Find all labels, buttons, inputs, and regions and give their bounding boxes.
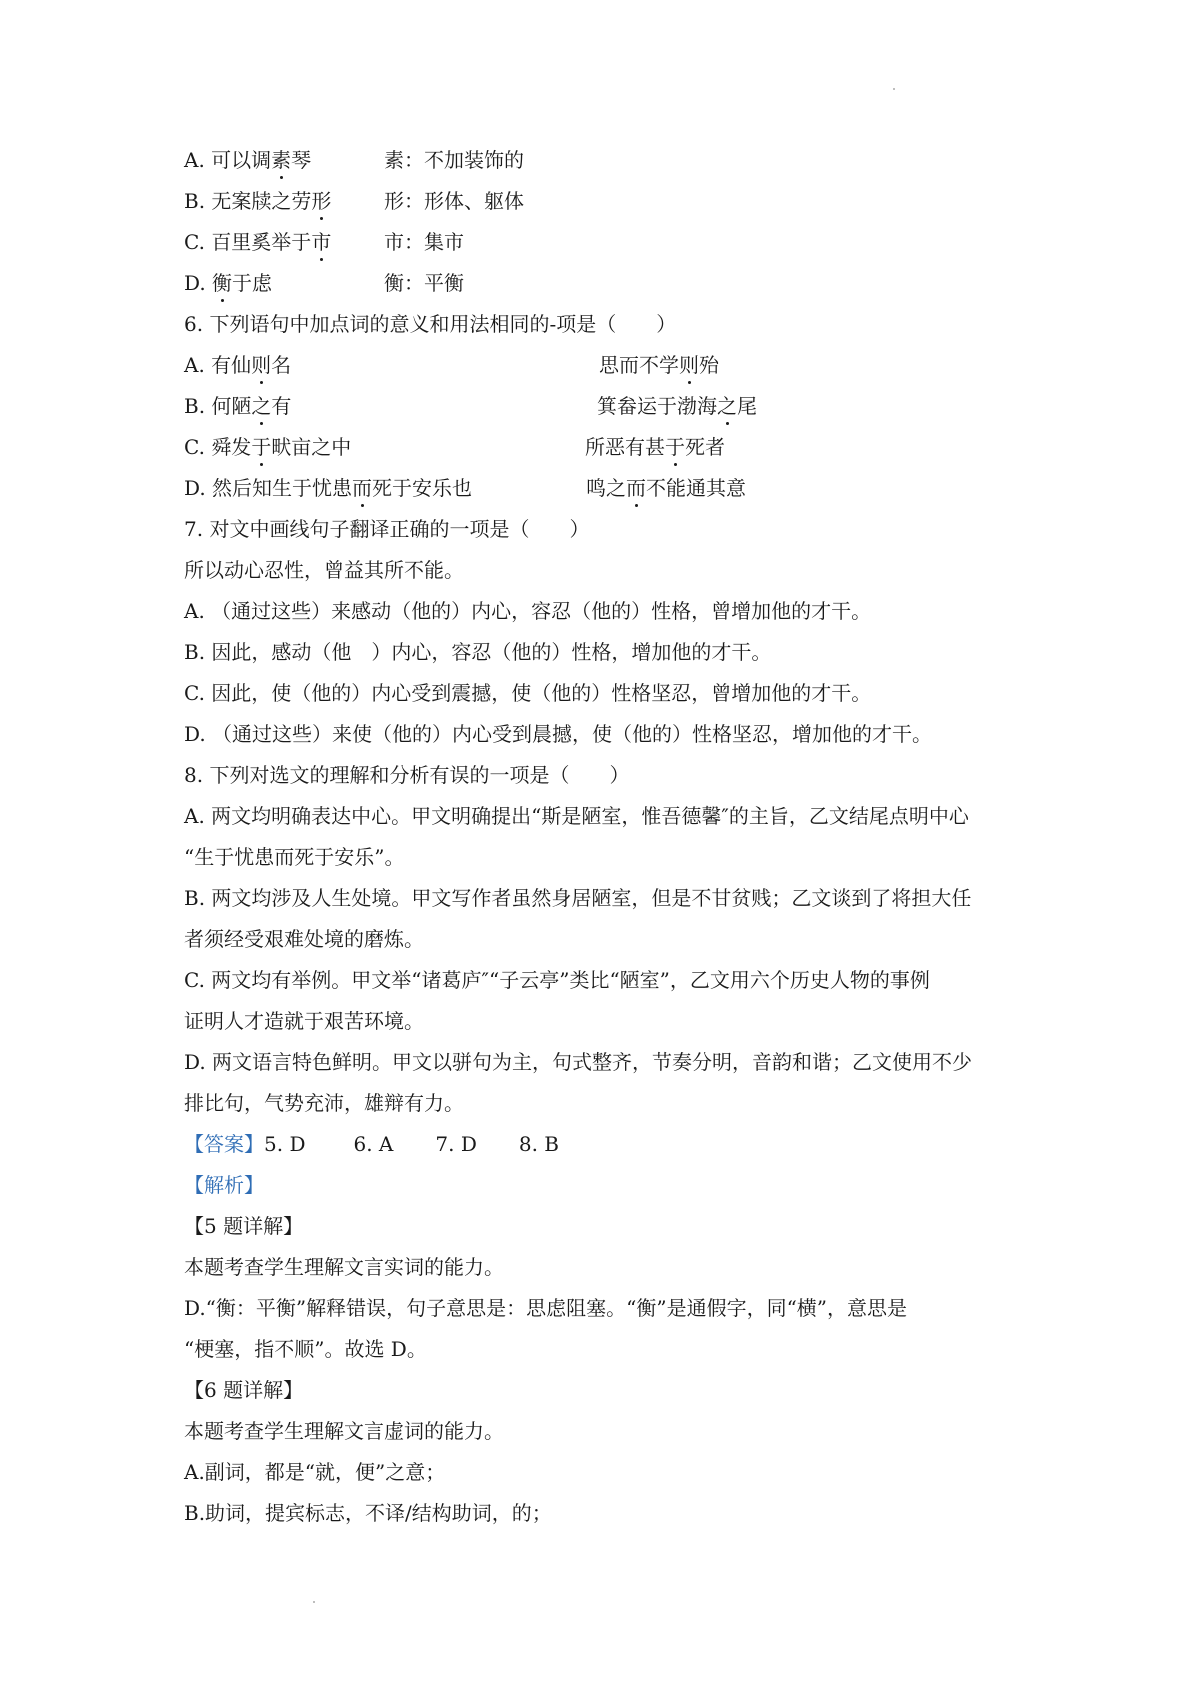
- q8-option-d-line2: 排比句，气势充沛，雄辩有力。: [184, 1091, 464, 1115]
- q8-option-d-line1: D. 两文语言特色鲜明。甲文以骈句为主，句式整齐，节奏分明，音韵和谐；乙文使用不少: [184, 1050, 973, 1074]
- emphasis-dot-char: 于: [665, 435, 685, 459]
- q7-option-c: C. 因此，使（他的）内心受到震撼，使（他的）性格坚忍，曾增加他的才干。: [184, 681, 872, 705]
- q6-stem: 6. 下列语句中加点词的意义和用法相同的-项是（ ）: [184, 312, 677, 336]
- answer-tag: 【答案】: [184, 1132, 264, 1156]
- analysis-q6-heading: 【6 题详解】: [184, 1378, 304, 1402]
- q6-option-a: A. 有仙则名 思而不学则殆: [184, 353, 719, 377]
- emphasis-dot-char: 形: [311, 189, 332, 213]
- answer-item: 5. D: [264, 1132, 306, 1156]
- emphasis-dot-char: 于: [251, 435, 272, 459]
- analysis-q5-detail-1: D.“衡：平衡”解释错误，句子意思是：思虑阻塞。“衡”是通假字，同“横”，意思是: [184, 1296, 908, 1320]
- q6-option-d-compare: 鸣之而不能通其意: [586, 476, 746, 500]
- emphasis-dot-char: 而: [626, 476, 646, 500]
- q8-stem: 8. 下列对选文的理解和分析有误的一项是（ ）: [184, 763, 630, 787]
- q8-option-c-line2: 证明人才造就于艰苦环境。: [184, 1009, 424, 1033]
- emphasis-dot-char: 素: [271, 148, 292, 172]
- q7-option-b: B. 因此，感动（他 ）内心，容忍（他的）性格，增加他的才干。: [184, 640, 772, 664]
- answer-line: [184, 1131, 559, 1157]
- q6-option-a-compare: 思而不学则殆: [599, 353, 719, 377]
- emphasis-dot-char: 衡: [212, 271, 233, 295]
- q7-stem: 7. 对文中画线句子翻译正确的一项是（ ）: [184, 517, 590, 541]
- q5-gloss-a: 素：不加装饰的: [384, 148, 524, 172]
- q8-option-b-line2: 者须经受艰难处境的磨炼。: [184, 927, 424, 951]
- q5-gloss-c: 市：集市: [384, 230, 464, 254]
- emphasis-dot-char: 而: [352, 476, 373, 500]
- emphasis-dot-char: 则: [679, 353, 699, 377]
- q5-gloss-d: 衡：平衡: [384, 271, 464, 295]
- answer-item: 7. D: [435, 1132, 477, 1156]
- answer-item: 6. A: [353, 1132, 394, 1156]
- emphasis-dot-char: 之: [717, 394, 737, 418]
- q7-sentence: 所以动心忍性，曾益其所不能。: [184, 558, 464, 582]
- q8-option-c-line1: C. 两文均有举例。甲文举“诸葛庐″“子云亭”类比“陋室”，乙文用六个历史人物的事例: [184, 968, 930, 992]
- q8-option-a-line1: A. 两文均明确表达中心。甲文明确提出“斯是陋室，惟吾德馨″的主旨，乙文结尾点明中心: [184, 804, 969, 828]
- q5-option-d: D. 衡于虑 衡：平衡: [184, 271, 464, 295]
- analysis-tag: 【解析】: [184, 1173, 264, 1197]
- analysis-q6-intro: 本题考查学生理解文言虚词的能力。: [184, 1419, 504, 1443]
- analysis-q6-a: A.副词，都是“就，便”之意；: [184, 1460, 446, 1484]
- emphasis-dot-char: 之: [251, 394, 272, 418]
- q5-option-a: A. 可以调素琴 素：不加装饰的: [184, 148, 524, 172]
- analysis-q6-b: B.助词，提宾标志，不译/结构助词，的；: [184, 1501, 552, 1525]
- q6-option-b-compare: 箕畚运于渤海之尾: [597, 394, 757, 418]
- q5-option-b: B. 无案牍之劳形 形：形体、躯体: [184, 189, 524, 213]
- q6-option-d: D. 然后知生于忧患而死于安乐也 鸣之而不能通其意: [184, 476, 746, 500]
- analysis-q5-detail-2: “梗塞，指不顺”。故选 D。: [184, 1337, 427, 1361]
- q7-option-a: A. （通过这些）来感动（他的）内心，容忍（他的）性格，曾增加他的才干。: [184, 599, 872, 623]
- q6-option-b: B. 何陋之有 箕畚运于渤海之尾: [184, 394, 757, 418]
- q5-option-c: C. 百里奚举于市 市：集市: [184, 230, 464, 254]
- q6-option-c-compare: 所恶有甚于死者: [585, 435, 725, 459]
- emphasis-dot-char: 市: [311, 230, 332, 254]
- q8-option-b-line1: B. 两文均涉及人生处境。甲文写作者虽然身居陋室，但是不甘贫贱；乙文谈到了将担大任: [184, 886, 972, 910]
- emphasis-dot-char: 则: [251, 353, 272, 377]
- q7-option-d: D. （通过这些）来使（他的）内心受到晨撼，使（他的）性格坚忍，增加他的才干。: [184, 722, 933, 746]
- analysis-q5-intro: 本题考查学生理解文言实词的能力。: [184, 1255, 504, 1279]
- scan-speck: [893, 88, 895, 90]
- scan-speck: [313, 1601, 315, 1603]
- answer-item: 8. B: [518, 1132, 559, 1156]
- q5-gloss-b: 形：形体、躯体: [384, 189, 524, 213]
- q6-option-c: C. 舜发于畎亩之中 所恶有甚于死者: [184, 435, 725, 459]
- analysis-q5-heading: 【5 题详解】: [184, 1214, 304, 1238]
- q8-option-a-line2: “生于忧患而死于安乐”。: [184, 845, 405, 869]
